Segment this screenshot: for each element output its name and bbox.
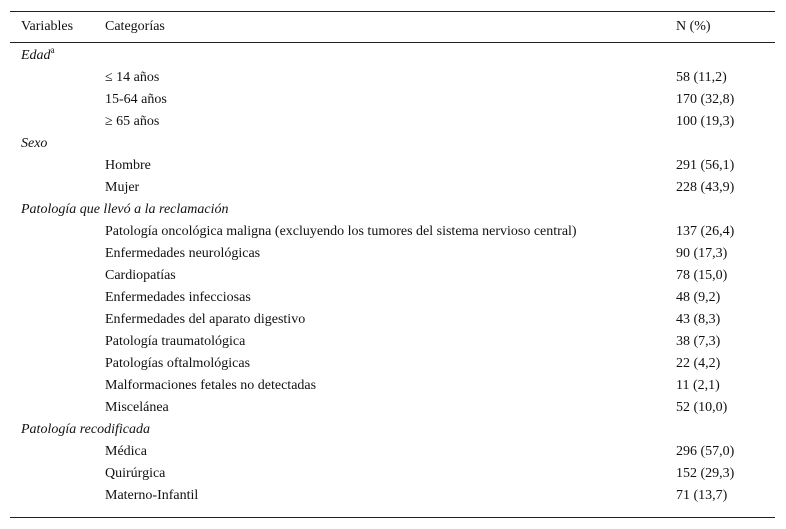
n-cell: 48 (9,2): [676, 290, 721, 305]
n-cell: 170 (32,8): [676, 92, 735, 107]
category-cell: Hombre: [105, 158, 151, 173]
group-label-recodificada: Patología recodificada: [21, 422, 150, 437]
bottom-rule: [10, 517, 775, 518]
n-cell: 296 (57,0): [676, 444, 735, 459]
n-cell: 291 (56,1): [676, 158, 735, 173]
footnote-marker: a: [50, 45, 55, 55]
table-row: [10, 67, 775, 89]
n-cell: 137 (26,4): [676, 224, 735, 239]
category-cell: Enfermedades del aparato digestivo: [105, 312, 306, 327]
table-row: [10, 441, 775, 463]
group-label-edad: Edad$^a$: [21, 45, 55, 63]
n-cell: 58 (11,2): [676, 70, 727, 85]
table-row: [10, 221, 775, 243]
n-cell: 43 (8,3): [676, 312, 721, 327]
table-row: [10, 265, 775, 287]
table-row: [10, 111, 775, 133]
group-label-sexo: Sexo: [21, 136, 48, 151]
table-row: [10, 309, 775, 331]
category-cell: Patologías oftalmológicas: [105, 356, 251, 371]
table-row: [10, 463, 775, 485]
category-cell: Materno-Infantil: [105, 488, 199, 503]
table-row: [10, 177, 775, 199]
category-cell: Malformaciones fetales no detectadas: [105, 378, 317, 393]
table-row: [10, 331, 775, 353]
group-row-sexo: [10, 133, 775, 155]
category-cell: Enfermedades neurológicas: [105, 246, 261, 261]
group-row-patologia: [10, 199, 775, 221]
category-cell: Patología traumatológica: [105, 334, 246, 349]
category-cell: Mujer: [105, 180, 140, 195]
table-row: [10, 375, 775, 397]
group-row-recodificada: [10, 419, 775, 441]
n-cell: 228 (43,9): [676, 180, 735, 195]
table-header: [10, 11, 775, 42]
n-cell: 100 (19,3): [676, 114, 735, 129]
n-cell: 71 (13,7): [676, 488, 728, 503]
category-cell: Médica: [105, 444, 147, 459]
header-categorias: Categorías: [105, 19, 165, 34]
category-cell: Patología oncológica maligna (excluyendo los tumores del sistema nervioso central): [105, 224, 577, 239]
n-cell: 22 (4,2): [676, 356, 721, 371]
group-row-edad: [10, 45, 775, 67]
table-row: [10, 485, 775, 507]
category-cell: 15-64 años: [105, 92, 167, 107]
table-row: [10, 353, 775, 375]
n-cell: 11 (2,1): [676, 378, 720, 393]
header-n: N (%): [676, 19, 711, 34]
table-row: [10, 89, 775, 111]
n-cell: 38 (7,3): [676, 334, 721, 349]
category-cell: ≥ 65 años: [105, 114, 160, 129]
header-variables: Variables: [21, 19, 74, 34]
n-cell: 90 (17,3): [676, 246, 728, 261]
category-cell: ≤ 14 años: [105, 70, 160, 85]
table-row: [10, 155, 775, 177]
n-cell: 52 (10,0): [676, 400, 728, 415]
table-body: [10, 45, 775, 507]
category-cell: Enfermedades infecciosas: [105, 290, 251, 305]
category-cell: Quirúrgica: [105, 466, 166, 481]
table-row: [10, 243, 775, 265]
n-cell: 152 (29,3): [676, 466, 735, 481]
header-rule: [10, 42, 775, 43]
table-row: [10, 397, 775, 419]
category-cell: Miscelánea: [105, 400, 169, 415]
n-cell: 78 (15,0): [676, 268, 728, 283]
group-label-patologia: Patología que llevó a la reclamación: [21, 202, 229, 217]
table-row: [10, 287, 775, 309]
category-cell: Cardiopatías: [105, 268, 176, 283]
